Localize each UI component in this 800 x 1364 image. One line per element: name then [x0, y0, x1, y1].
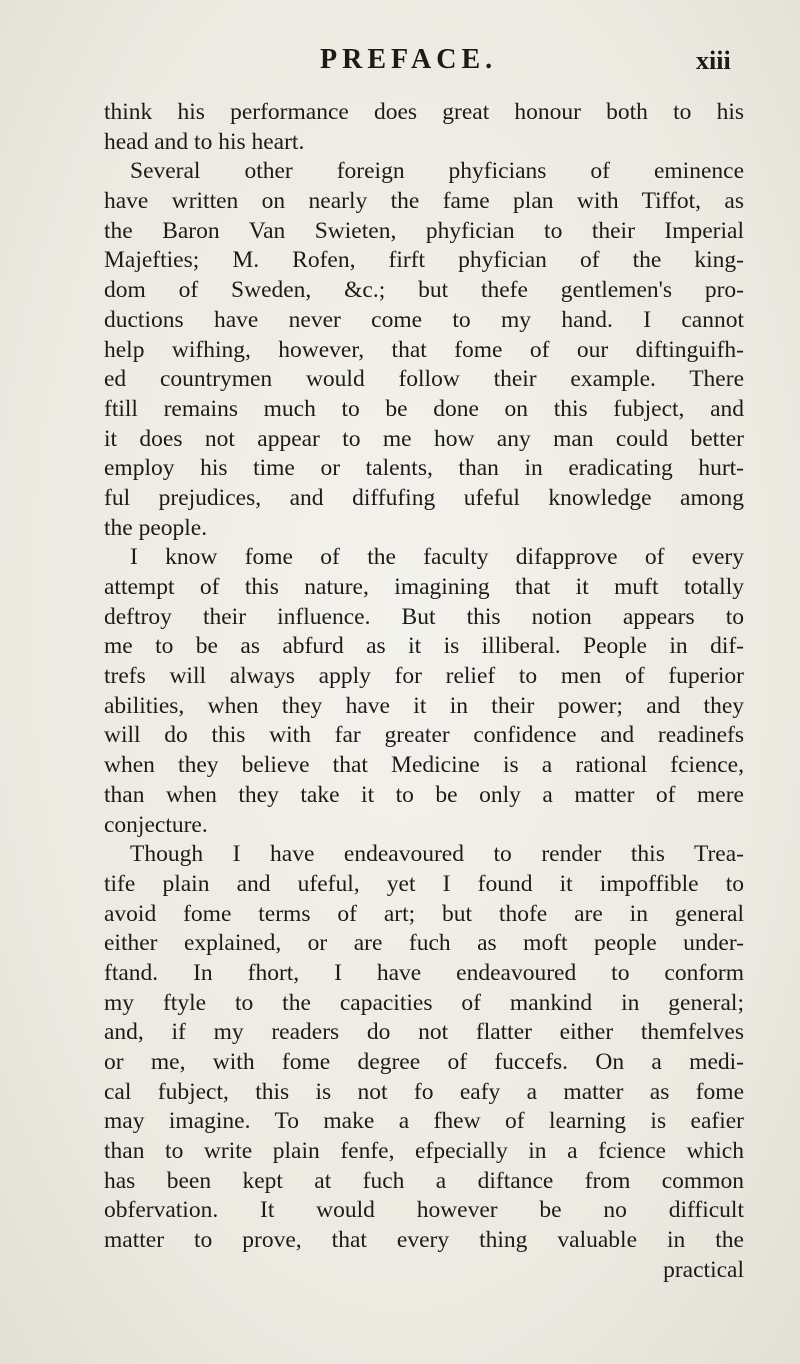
text-line: conjecture.: [104, 811, 208, 838]
paragraph-start-line: I know fome of the faculty difapprove of every: [130, 544, 744, 571]
text-line: me to be as abfurd as it is illiberal. People in dif-: [104, 633, 744, 660]
text-line: will do this with far greater confidence and readinefs: [104, 722, 744, 749]
text-line: either explained, or are fuch as moft people under-: [104, 930, 744, 957]
running-head: [0, 44, 800, 84]
text-line: abilities, when they have it in their power; and they: [104, 692, 744, 719]
text-line: attempt of this nature, imagining that it muft totally: [104, 574, 744, 600]
text-line: trefs will always apply for relief to men of fuperior: [104, 663, 744, 690]
text-line: or me, with fome degree of fuccefs. On a medi-: [104, 1049, 744, 1075]
text-line: cal fubject, this is not fo eafy a matter as fome: [104, 1078, 744, 1105]
catchword: practical: [663, 1256, 744, 1283]
text-line: my ftyle to the capacities of mankind in general;: [104, 989, 744, 1016]
paragraph-start-line: Several other foreign phyficians of eminence: [130, 158, 744, 185]
text-line: tife plain and ufeful, yet I found it impoffible to: [104, 870, 744, 897]
text-line: ftand. In fhort, I have endeavoured to conform: [104, 959, 744, 986]
text-line: it does not appear to me how any man could better: [104, 425, 744, 452]
paragraph-start-line: Though I have endeavoured to render this Trea-: [130, 841, 744, 868]
text-line: the people.: [104, 514, 208, 541]
text-line: ftill remains much to be done on this fubject, and: [104, 395, 744, 422]
text-line: help wifhing, however, that fome of our diftinguifh-: [104, 336, 744, 363]
text-line: think his performance does great honour both to his: [104, 99, 744, 125]
text-line: and, if my readers do not flatter either themfelves: [104, 1019, 744, 1046]
text-line: obfervation. It would however be no difficult: [104, 1197, 744, 1224]
text-line: Majefties; M. Rofen, firft phyfician of the king-: [104, 247, 744, 274]
text-line: than to write plain fenfe, efpecially in a fcience which: [104, 1138, 744, 1165]
text-line: may imagine. To make a fhew of learning is eafier: [104, 1108, 744, 1135]
text-line: the Baron Van Swieten, phyfician to their Imperial: [104, 217, 744, 244]
page-number: xiii: [696, 46, 731, 75]
text-line: ed countrymen would follow their example. There: [104, 366, 744, 393]
text-line: ful prejudices, and diffufing ufeful knowledge among: [104, 484, 744, 511]
text-line: dom of Sweden, &c.; but thefe gentlemen's pro-: [104, 277, 744, 304]
body-text: [104, 98, 744, 1286]
text-line: avoid fome terms of art; but thofe are in general: [104, 900, 744, 927]
text-line: employ his time or talents, than in eradicating hurt-: [104, 455, 744, 482]
running-title: PREFACE.: [320, 44, 498, 75]
text-line: have written on nearly the fame plan with Tiffot, as: [104, 188, 744, 215]
text-line: deftroy their influence. But this notion appears to: [104, 603, 744, 630]
text-line: head and to his heart.: [104, 128, 305, 155]
text-line: when they believe that Medicine is a rational fcience,: [104, 752, 744, 779]
text-line: matter to prove, that every thing valuable in the: [104, 1227, 744, 1254]
text-line: ductions have never come to my hand. I cannot: [104, 306, 744, 333]
text-line: than when they take it to be only a matter of mere: [104, 781, 744, 808]
text-line: has been kept at fuch a diftance from common: [104, 1167, 744, 1194]
